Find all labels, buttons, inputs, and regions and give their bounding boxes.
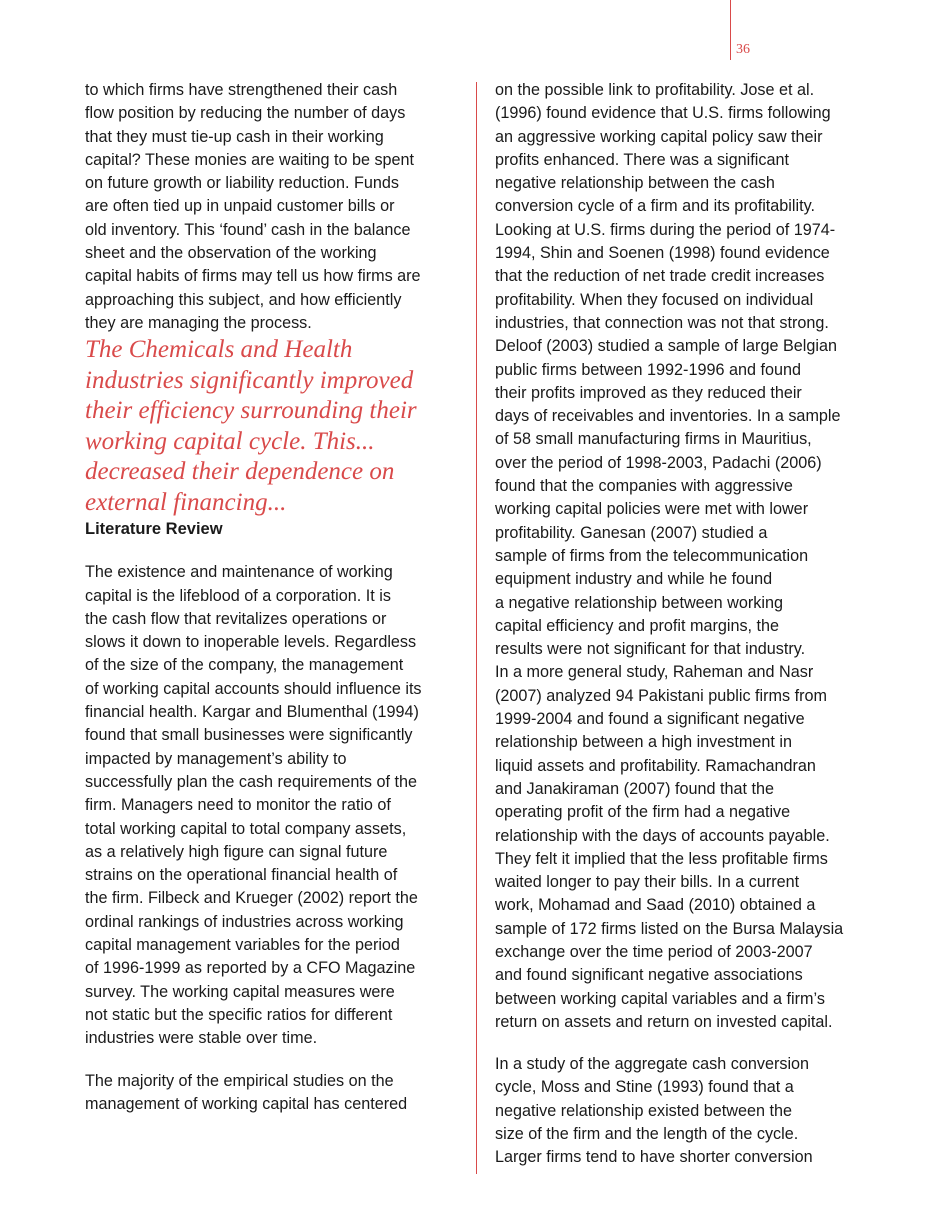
text-line: capital is the lifeblood of a corporation. It is xyxy=(85,586,391,605)
text-line: relationship with the days of accounts payable. xyxy=(495,826,830,845)
text-line: The majority of the empirical studies on the xyxy=(85,1071,394,1090)
text-line: return on assets and return on invested capital. xyxy=(495,1012,833,1031)
text-line: approaching this subject, and how efficiently xyxy=(85,290,402,309)
text-line: old inventory. This ‘found’ cash in the balance xyxy=(85,220,411,239)
text-line: the firm. Filbeck and Krueger (2002) report the xyxy=(85,889,418,908)
text-line: and found significant negative associations xyxy=(495,966,803,985)
text-line: as a relatively high figure can signal future xyxy=(85,842,388,861)
text-line: Looking at U.S. firms during the period of 1974- xyxy=(495,220,836,239)
text-line: impacted by management’s ability to xyxy=(85,749,347,768)
text-line: found that small businesses were significantly xyxy=(85,726,413,745)
text-line: a negative relationship between working xyxy=(495,593,783,612)
right-paragraph-1 xyxy=(495,79,875,1034)
text-line: ordinal rankings of industries across working xyxy=(85,912,404,931)
text-line: (1996) found evidence that U.S. firms following xyxy=(495,104,831,123)
text-line: capital efficiency and profit margins, the xyxy=(495,616,780,635)
text-line: of 58 small manufacturing firms in Mauritius, xyxy=(495,430,812,449)
text-line: total working capital to total company assets, xyxy=(85,819,407,838)
text-line: results were not significant for that industry. xyxy=(495,640,806,659)
text-line: sheet and the observation of the working xyxy=(85,244,377,263)
text-line: cycle, Moss and Stine (1993) found that a xyxy=(495,1078,794,1097)
text-line: flow position by reducing the number of days xyxy=(85,104,406,123)
text-line: capital habits of firms may tell us how firms are xyxy=(85,267,421,286)
text-line: sample of 172 firms listed on the Bursa Malaysia xyxy=(495,919,844,938)
text-line: are often tied up in unpaid customer bills or xyxy=(85,197,395,216)
text-line: external financing... xyxy=(85,488,287,516)
pull-quote xyxy=(85,335,461,518)
text-line: 1994, Shin and Soenen (1998) found evidence xyxy=(495,244,830,263)
literature-review-paragraph-1 xyxy=(85,561,461,1050)
text-line: profits enhanced. There was a significant xyxy=(495,150,789,169)
text-line: strains on the operational financial health of xyxy=(85,866,398,885)
text-line: found that the companies with aggressive xyxy=(495,477,793,496)
text-line: capital management variables for the period xyxy=(85,936,400,955)
text-line: profitability. When they focused on individual xyxy=(495,290,814,309)
text-line: waited longer to pay their bills. In a current xyxy=(495,873,800,892)
text-line: the cash flow that revitalizes operations or xyxy=(85,609,387,628)
text-line: profitability. Ganesan (2007) studied a xyxy=(495,523,768,542)
page-number: 36 xyxy=(736,42,750,57)
text-line: size of the firm and the length of the cycle. xyxy=(495,1125,799,1144)
text-line: of 1996-1999 as reported by a CFO Magazine xyxy=(85,959,416,978)
text-line: relationship between a high investment in xyxy=(495,733,792,752)
text-line: their profits improved as they reduced their xyxy=(495,383,802,402)
text-line: financial health. Kargar and Blumenthal (1994) xyxy=(85,703,419,722)
text-line: over the period of 1998-2003, Padachi (2006) xyxy=(495,453,822,472)
text-line: operating profit of the firm had a negative xyxy=(495,803,791,822)
text-line: Larger firms tend to have shorter conversion xyxy=(495,1148,813,1167)
text-line: slows it down to inoperable levels. Regardless xyxy=(85,633,417,652)
text-line: 1999-2004 and found a significant negative xyxy=(495,710,805,729)
text-line: of working capital accounts should influence its xyxy=(85,679,422,698)
right-column xyxy=(495,79,875,1170)
text-line: that they must tie-up cash in their working xyxy=(85,127,384,146)
text-line: They felt it implied that the less profitable firms xyxy=(495,849,828,868)
text-line: capital? These monies are waiting to be spent xyxy=(85,150,415,169)
text-line: decreased their dependence on xyxy=(85,458,395,486)
text-line: industries were stable over time. xyxy=(85,1029,318,1048)
text-line: that the reduction of net trade credit increases xyxy=(495,267,825,286)
text-line: Deloof (2003) studied a sample of large Belgian xyxy=(495,337,837,356)
text-line: equipment industry and while he found xyxy=(495,570,773,589)
text-line: survey. The working capital measures were xyxy=(85,982,395,1001)
text-line: and Janakiraman (2007) found that the xyxy=(495,779,774,798)
text-line: In a study of the aggregate cash conversion xyxy=(495,1055,810,1074)
text-line: The existence and maintenance of working xyxy=(85,563,393,582)
literature-review-paragraph-2 xyxy=(85,1070,461,1117)
column-divider-rule xyxy=(476,82,477,1174)
text-line: successfully plan the cash requirements of the xyxy=(85,772,418,791)
text-line: sample of firms from the telecommunication xyxy=(495,546,809,565)
text-line: industries, that connection was not that strong. xyxy=(495,313,829,332)
text-line: to which firms have strengthened their cash xyxy=(85,81,398,99)
text-line: industries significantly improved xyxy=(85,366,414,394)
text-line: work, Mohamad and Saad (2010) obtained a xyxy=(495,896,816,915)
text-line: not static but the specific ratios for different xyxy=(85,1005,393,1024)
text-line: (2007) analyzed 94 Pakistani public firms from xyxy=(495,686,827,705)
text-line: between working capital variables and a firm’s xyxy=(495,989,825,1008)
text-line: of the size of the company, the management xyxy=(85,656,404,675)
text-line: In a more general study, Raheman and Nasr xyxy=(495,663,814,682)
text-line: negative relationship between the cash xyxy=(495,174,775,193)
text-line: an aggressive working capital policy saw their xyxy=(495,127,823,146)
intro-paragraph xyxy=(85,79,461,335)
text-line: they are managing the process. xyxy=(85,313,312,332)
section-heading-literature-review: Literature Review xyxy=(85,520,223,539)
text-line: conversion cycle of a firm and its profitability. xyxy=(495,197,815,216)
text-line: firm. Managers need to monitor the ratio of xyxy=(85,796,391,815)
text-line: liquid assets and profitability. Ramachandran xyxy=(495,756,816,775)
text-line: working capital cycle. This... xyxy=(85,427,375,455)
page-number-rule xyxy=(730,0,731,60)
left-column xyxy=(85,79,461,1116)
text-line: public firms between 1992-1996 and found xyxy=(495,360,801,379)
text-line: days of receivables and inventories. In a sample xyxy=(495,407,841,426)
right-paragraph-2 xyxy=(495,1053,875,1169)
text-line: on future growth or liability reduction. Funds xyxy=(85,174,400,193)
text-line: management of working capital has centered xyxy=(85,1094,408,1113)
text-line: their efficiency surrounding their xyxy=(85,397,417,425)
text-line: working capital policies were met with lower xyxy=(495,500,809,519)
text-line: The Chemicals and Health xyxy=(85,336,353,364)
text-line: exchange over the time period of 2003-2007 xyxy=(495,942,813,961)
text-line: negative relationship existed between the xyxy=(495,1101,792,1120)
text-line: on the possible link to profitability. Jose et al. xyxy=(495,81,815,99)
